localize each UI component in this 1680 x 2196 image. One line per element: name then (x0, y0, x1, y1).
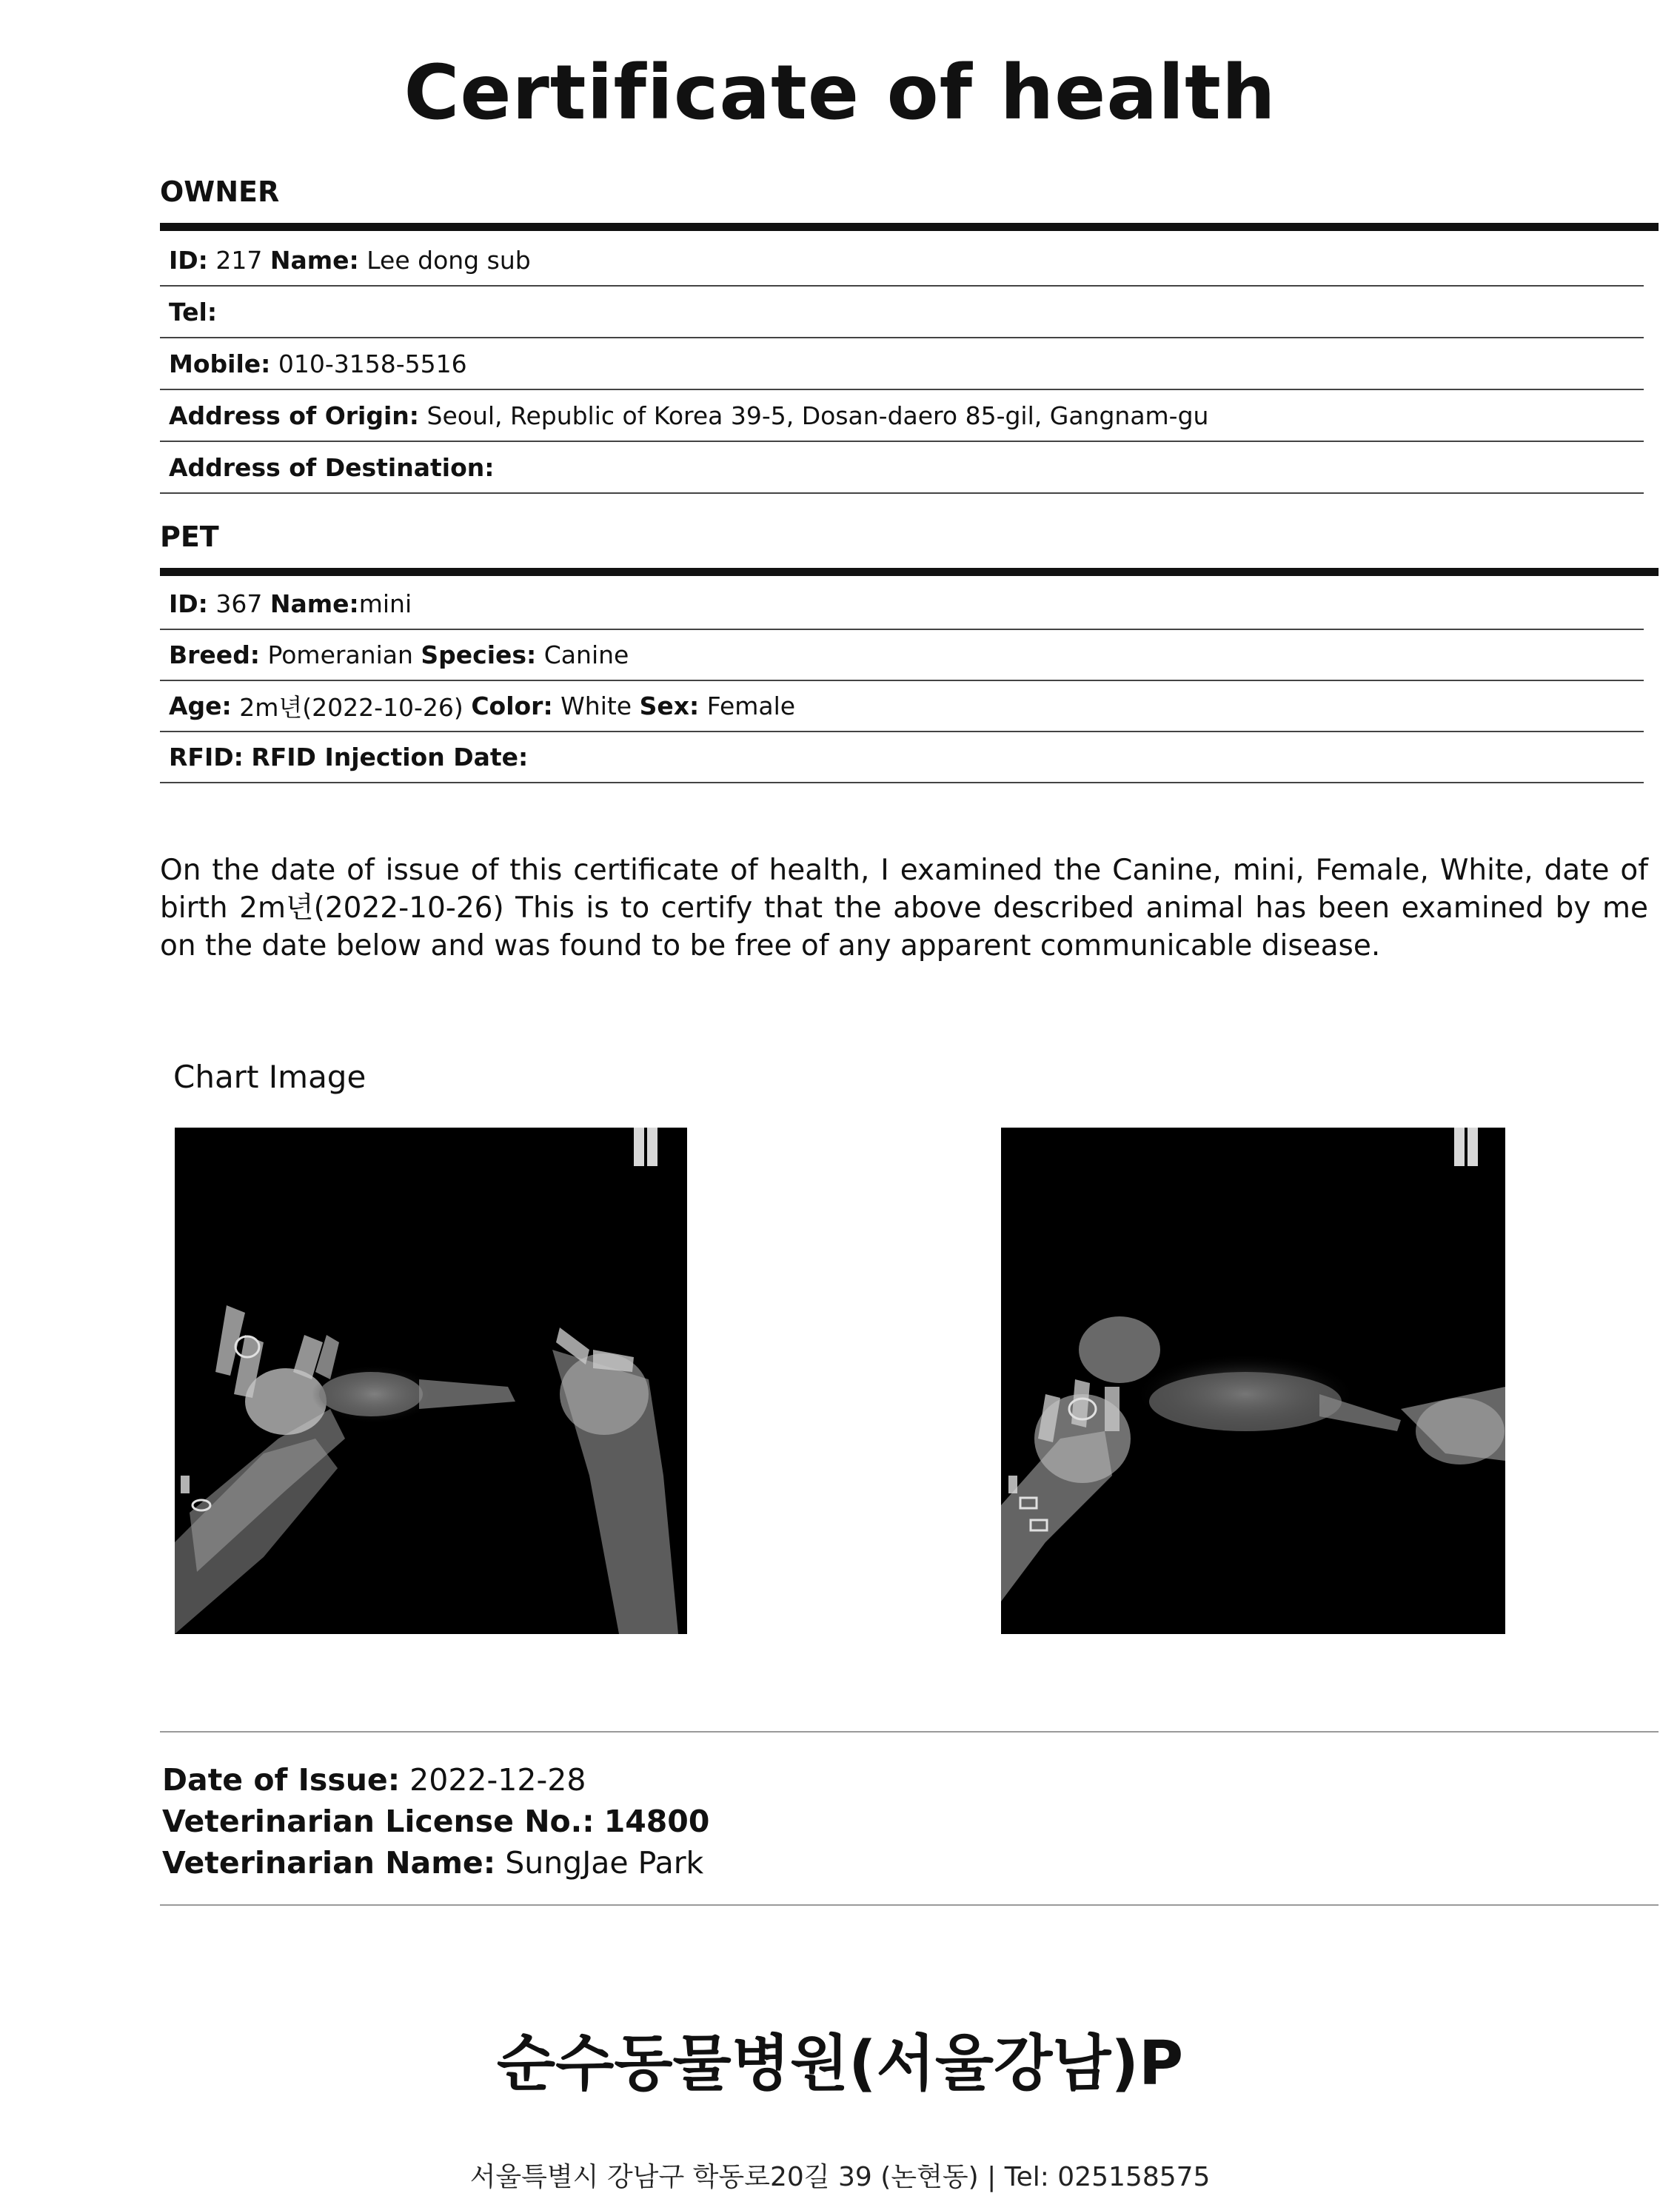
owner-destination-label: Address of Destination: (169, 452, 495, 482)
hospital-address: 서울특별시 강남구 학동로20길 39 (논현동) | Tel: 025158575 (469, 2162, 1211, 2192)
pet-breed-row (160, 630, 1644, 681)
issue-block (162, 1759, 709, 1884)
pet-sex-label: Sex: (639, 692, 700, 720)
pet-rfid-date-label: RFID Injection Date: (251, 743, 529, 771)
owner-section-label: OWNER (160, 175, 280, 208)
pet-sex-value: Female (706, 692, 796, 720)
vet-name-value: SungJae Park (505, 1845, 704, 1881)
owner-table (160, 235, 1644, 494)
owner-id-row (160, 235, 1644, 287)
owner-mobile-value: 010-3158-5516 (278, 349, 467, 378)
date-of-issue-label: Date of Issue: (162, 1762, 401, 1798)
pet-rfid-row (160, 732, 1644, 783)
owner-origin-row (160, 390, 1644, 442)
owner-mobile-label: Mobile: (169, 349, 271, 378)
pet-id-row (160, 579, 1644, 630)
owner-name-value: Lee dong sub (367, 245, 531, 275)
owner-tel-label: Tel: (169, 297, 218, 327)
pet-age-value: 2m년(2022-10-26) (239, 693, 463, 722)
date-of-issue-value: 2022-12-28 (409, 1762, 586, 1798)
owner-name-label: Name: (270, 245, 359, 275)
pet-name-value: mini (358, 589, 412, 618)
pet-age-label: Age: (169, 692, 232, 720)
xray-image-left (175, 1128, 687, 1634)
pet-id-value: 367 (215, 589, 263, 618)
license-value: 14800 (603, 1804, 710, 1839)
owner-tel-row (160, 287, 1644, 338)
owner-divider (160, 223, 1659, 231)
certification-statement: On the date of issue of this certificate of health, I examined the Canine, mini, Female, White, date of birth 2m년(2022-10-26) This is to certify that the above described animal has been examined by me on the date below and was found to be free of any apparent communicable disease. (160, 854, 1648, 963)
chart-image-label: Chart Image (173, 1059, 367, 1095)
pet-species-value: Canine (543, 640, 629, 669)
owner-origin-label: Address of Origin: (169, 401, 419, 430)
pet-color-value: White (560, 692, 632, 720)
hospital-name: 순수동물병원(서울강남)P (496, 2029, 1184, 2099)
vet-name-line (162, 1842, 709, 1884)
vet-name-label: Veterinarian Name: (162, 1845, 496, 1881)
pet-id-label: ID: (169, 589, 208, 618)
pet-age-row (160, 681, 1644, 732)
license-label: Veterinarian License No.: (162, 1804, 595, 1839)
pet-table (160, 579, 1644, 783)
issue-top-divider (160, 1731, 1659, 1733)
owner-origin-value: Seoul, Republic of Korea 39-5, Dosan-daero 85-gil, Gangnam-gu (426, 401, 1209, 430)
pet-rfid-label: RFID: (169, 743, 244, 771)
owner-destination-row (160, 442, 1644, 494)
pet-section-label: PET (160, 520, 219, 553)
xray-image-right (1001, 1128, 1505, 1634)
pet-breed-label: Breed: (169, 640, 261, 669)
pet-name-label: Name: (270, 589, 359, 618)
owner-id-label: ID: (169, 245, 208, 275)
pet-color-label: Color: (471, 692, 553, 720)
pet-species-label: Species: (421, 640, 537, 669)
date-of-issue-line (162, 1759, 709, 1801)
owner-mobile-row (160, 338, 1644, 390)
license-line (162, 1801, 709, 1842)
owner-id-value: 217 (215, 245, 263, 275)
pet-breed-value: Pomeranian (267, 640, 413, 669)
certificate-title: Certificate of health (404, 49, 1276, 137)
pet-divider (160, 568, 1659, 576)
issue-bottom-divider (160, 1904, 1659, 1906)
